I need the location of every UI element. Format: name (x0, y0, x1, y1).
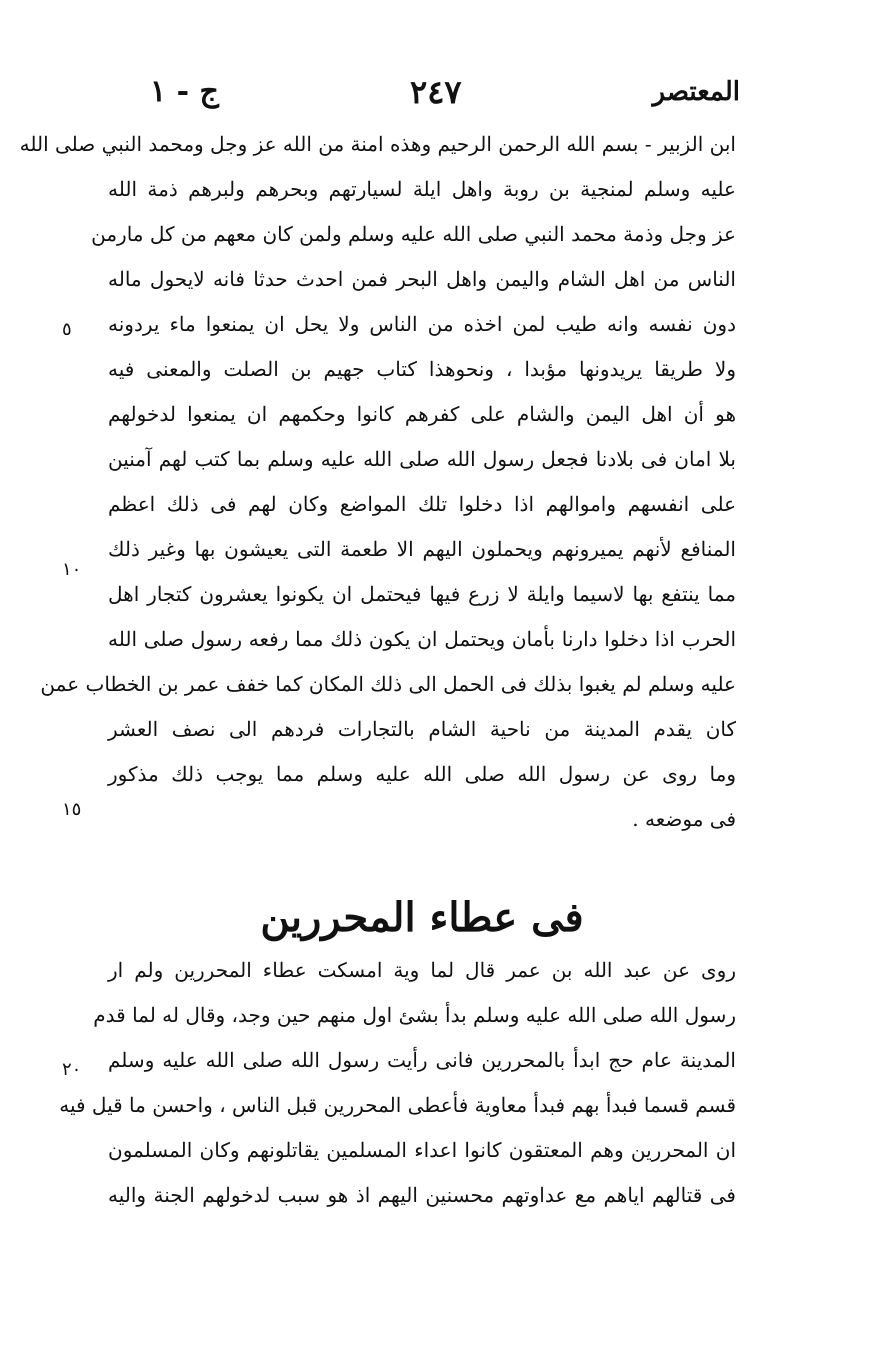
text-line: المنافع لأنهم يميرونهم ويحملون اليهم الا طعمة التى يعيشون بها وغير ذلك (108, 537, 736, 561)
text-line: هو أن اهل اليمن والشام على كفرهم كانوا وحكمهم ان يمنعوا لدخولهم (108, 402, 736, 426)
text-line: عليه وسلم لم يغبوا بذلك فى الحمل الى ذلك المكان كما خفف عمر بن الخطاب عمن (40, 672, 736, 696)
text-line: عليه وسلم لمنجية بن روبة واهل ايلة لسيارتهم وبحرهم ولبرهم ذمة الله (108, 177, 736, 201)
text-line: ولا طريقا يريدونها مؤبدا ، ونحوهذا كتاب جهيم بن الصلت والمعنى فيه (108, 357, 736, 381)
volume-label: ج - ١ (150, 74, 219, 109)
line-number-10: ١٠ (62, 559, 82, 580)
line-number-20: ٢٠ (62, 1059, 82, 1080)
book-title: المعتصر (652, 77, 740, 107)
text-line: على انفسهم واموالهم اذا دخلوا تلك المواضع وكان لهم فى ذلك اعظم (108, 492, 736, 516)
page-number: ٢٤٧ (410, 73, 462, 111)
text-line: مما ينتفع بها لاسيما وايلة لا زرع فيها فيحتمل ان يكونوا يعشرون كتجار اهل (108, 582, 736, 606)
text-line: الحرب اذا دخلوا دارنا بأمان ويحتمل ان يكون ذلك مما رفعه رسول صلى الله (108, 627, 736, 651)
section-heading: فى عطاء المحررين (260, 894, 584, 941)
text-line: عز وجل وذمة محمد النبي صلى الله عليه وسلم ولمن كان معهم من كل مارمن (91, 222, 736, 246)
text-line: الناس من اهل الشام واليمن واهل البحر فمن احدث حدثا فانه لايحول ماله (108, 267, 736, 291)
text-line: قسم قسما فبدأ بهم فبدأ معاوية فأعطى المحررين قبل الناس ، واحسن ما قيل فيه (59, 1093, 736, 1117)
text-line: روى عن عبد الله بن عمر قال لما وية امسكت عطاء المحررين ولم ار (108, 958, 736, 982)
text-line: فى قتالهم اياهم مع عداوتهم محسنين اليهم اذ هو سبب لدخولهم الجنة واليه (108, 1183, 736, 1207)
text-line: دون نفسه وانه طيب لمن اخذه من الناس ولا يحل ان يمنعوا ماء يردونه (108, 312, 736, 336)
text-line: ان المحررين وهم المعتقون كانوا اعداء المسلمين يقاتلونهم وكان المسلمون (108, 1138, 736, 1162)
text-line: بلا امان فى بلادنا فجعل رسول الله صلى الله عليه وسلم بما كتب لهم آمنين (108, 447, 736, 471)
text-line: المدينة عام حج ابدأ بالمحررين فانى رأيت رسول الله صلى الله عليه وسلم (108, 1048, 736, 1072)
text-line: رسول الله صلى الله عليه وسلم بدأ بشئ اول منهم حين وجد، وقال له لما قدم (93, 1003, 736, 1027)
text-line: وما روى عن رسول الله صلى الله عليه وسلم مما يوجب ذلك مذكور (108, 762, 736, 786)
text-line: فى موضعه . (632, 807, 736, 831)
line-number-15: ١٥ (62, 799, 82, 820)
page-header (130, 70, 740, 114)
text-line: ابن الزبير - بسم الله الرحمن الرحيم وهذه امنة من الله عز وجل ومحمد النبي صلى الله (19, 132, 736, 156)
line-number-5: ٥ (62, 319, 72, 340)
text-line: كان يقدم المدينة من ناحية الشام بالتجارات فردهم الى نصف العشر (108, 717, 736, 741)
